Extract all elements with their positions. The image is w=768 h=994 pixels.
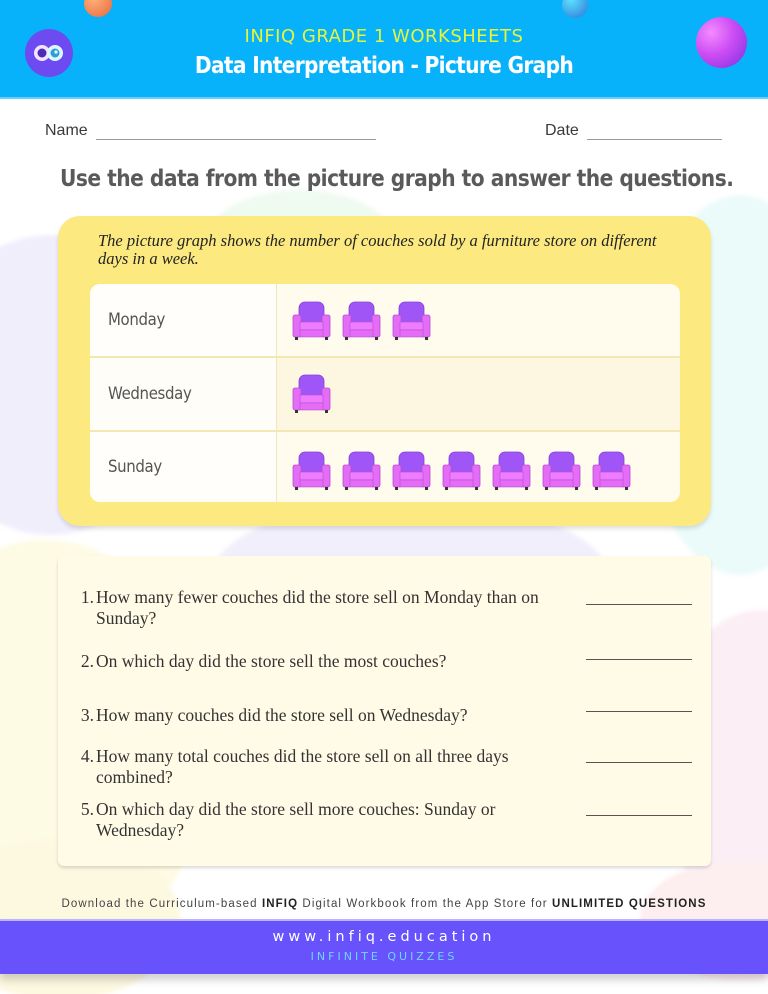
question-number: 1.: [80, 587, 94, 607]
answer-line[interactable]: [586, 604, 692, 605]
footer-tagline: INFINITE QUIZZES: [310, 950, 458, 963]
couch-icon: [542, 451, 581, 491]
promo-emphasis: UNLIMITED QUESTIONS: [552, 898, 707, 910]
question-number: 5.: [80, 799, 94, 819]
couch-icon: [292, 374, 331, 414]
couch-icons-cell: [277, 358, 680, 430]
day-label-cell: [90, 358, 277, 430]
question-text: On which day did the store sell more couches: Sunday or Wednesday?: [96, 799, 496, 840]
website-link[interactable]: www.infiq.education: [272, 929, 496, 945]
graph-row-wednesday: [90, 356, 680, 430]
couch-icon: [392, 451, 431, 491]
couch-icon: [292, 451, 331, 491]
worksheet-title: Data Interpretation - Picture Graph: [194, 53, 574, 79]
question-text: How many total couches did the store sell on all three days combined?: [96, 746, 509, 787]
couch-icon: [392, 301, 431, 341]
day-label-cell: [90, 432, 277, 502]
answer-line[interactable]: [586, 762, 692, 763]
instructions-heading: Use the data from the picture graph to answer the questions.: [60, 166, 734, 192]
question-number: 2.: [80, 651, 94, 671]
name-write-line[interactable]: [96, 126, 376, 140]
couch-icons-cell: [277, 432, 680, 502]
couch-icon: [592, 451, 631, 491]
day-label: Wednesday: [108, 384, 192, 404]
answer-line[interactable]: [586, 815, 692, 816]
promo-middle: Digital Workbook from the App Store for: [298, 898, 553, 910]
date-write-line[interactable]: [587, 126, 722, 140]
worksheet-series-label: INFIQ GRADE 1 WORKSHEETS: [244, 26, 524, 47]
day-label: Monday: [108, 310, 165, 330]
orange-ball-decoration-icon: [84, 0, 112, 17]
promo-prefix: Download the Curriculum-based: [61, 898, 262, 910]
date-label: Date: [545, 122, 579, 139]
day-label-cell: [90, 284, 277, 356]
couch-icons-cell: [277, 284, 680, 356]
app-promo-text: [0, 898, 768, 910]
question-number: 3.: [80, 705, 94, 725]
blue-ball-decoration-icon: [562, 0, 588, 18]
couch-icon: [292, 301, 331, 341]
day-label: Sunday: [108, 457, 162, 477]
answer-line[interactable]: [586, 711, 692, 712]
couch-icon: [342, 301, 381, 341]
couch-icon: [492, 451, 531, 491]
promo-brand: INFIQ: [261, 898, 299, 910]
date-field[interactable]: [545, 122, 722, 140]
graph-row-sunday: [90, 430, 680, 502]
question-text: On which day did the store sell the most couches?: [96, 651, 447, 671]
question-text: How many fewer couches did the store sell on Monday than on Sunday?: [96, 587, 539, 628]
worksheet-header: [0, 0, 768, 99]
questions-card: [58, 556, 711, 866]
picture-graph-card: [58, 216, 711, 526]
answer-line[interactable]: [586, 659, 692, 660]
question-number: 4.: [80, 746, 94, 766]
couch-icon: [442, 451, 481, 491]
graph-row-monday: [90, 284, 680, 356]
name-field[interactable]: [45, 122, 376, 140]
couch-icon: [342, 451, 381, 491]
footer-band: [0, 919, 768, 974]
question-text: How many couches did the store sell on Wednesday?: [96, 705, 468, 725]
graph-description: The picture graph shows the number of couches sold by a furniture store on different days in a week.: [98, 231, 657, 268]
name-label: Name: [45, 122, 88, 139]
picture-graph-table: [90, 284, 680, 502]
